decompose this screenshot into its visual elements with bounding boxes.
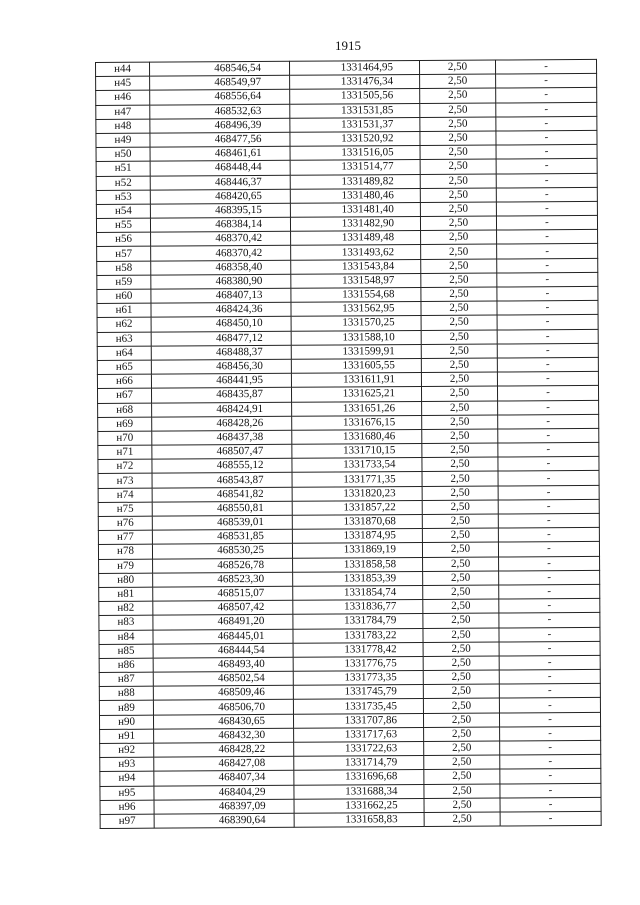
accuracy-cell: 2,50 [422,429,498,444]
y-coordinate-cell: 1331480,46 [290,188,420,203]
y-coordinate-cell: 1331548,97 [291,273,421,288]
y-coordinate-cell: 1331543,84 [291,259,421,274]
note-cell: - [500,769,601,784]
accuracy-cell: 2,50 [419,60,495,75]
accuracy-cell: 2,50 [422,486,498,501]
accuracy-cell: 2,50 [422,500,498,515]
accuracy-cell: 2,50 [422,415,498,430]
note-cell: - [497,244,598,259]
point-id-cell: н62 [97,318,151,333]
point-id-cell: н57 [97,247,151,262]
x-coordinate-cell: 468395,15 [150,203,290,218]
point-id-cell: н69 [98,417,152,432]
accuracy-cell: 2,50 [422,443,498,458]
point-id-cell: н54 [96,204,150,219]
y-coordinate-cell: 1331733,54 [292,458,422,473]
point-id-cell: н89 [99,701,153,716]
note-cell: - [496,215,597,230]
y-coordinate-cell: 1331745,79 [293,685,423,700]
y-coordinate-cell: 1331870,68 [292,515,422,530]
note-cell: - [498,414,599,429]
x-coordinate-cell: 468530,25 [152,544,292,559]
y-coordinate-cell: 1331722,63 [294,742,424,757]
y-coordinate-cell: 1331570,25 [291,316,421,331]
y-coordinate-cell: 1331696,68 [294,770,424,785]
note-cell: - [500,740,601,755]
y-coordinate-cell: 1331776,75 [293,656,423,671]
note-cell: - [499,712,600,727]
y-coordinate-cell: 1331599,91 [291,344,421,359]
x-coordinate-cell: 468432,30 [154,728,294,743]
x-coordinate-cell: 468435,87 [151,388,291,403]
point-id-cell: н48 [96,119,150,134]
point-id-cell: н52 [96,176,150,191]
point-id-cell: н47 [96,105,150,120]
x-coordinate-cell: 468407,34 [154,771,294,786]
accuracy-cell: 2,50 [423,698,499,713]
y-coordinate-cell: 1331516,05 [290,146,420,161]
accuracy-cell: 2,50 [421,273,497,288]
note-cell: - [498,513,599,528]
accuracy-cell: 2,50 [423,656,499,671]
note-cell: - [498,457,599,472]
point-id-cell: н87 [99,672,153,687]
point-id-cell: н67 [97,388,151,403]
note-cell: - [499,627,600,642]
x-coordinate-cell: 468446,37 [150,175,290,190]
point-id-cell: н55 [96,218,150,233]
x-coordinate-cell: 468370,42 [151,232,291,247]
y-coordinate-cell: 1331735,45 [293,699,423,714]
note-cell: - [497,386,598,401]
y-coordinate-cell: 1331531,85 [290,103,420,118]
x-coordinate-cell: 468407,13 [151,288,291,303]
point-id-cell: н79 [99,559,153,574]
point-id-cell: н90 [99,715,153,730]
x-coordinate-cell: 468370,42 [151,246,291,261]
accuracy-cell: 2,50 [423,557,499,572]
x-coordinate-cell: 468445,01 [153,629,293,644]
y-coordinate-cell: 1331773,35 [293,671,423,686]
accuracy-cell: 2,50 [420,88,496,103]
x-coordinate-cell: 468358,40 [151,260,291,275]
note-cell: - [499,570,600,585]
point-id-cell: н60 [97,289,151,304]
accuracy-cell: 2,50 [424,727,500,742]
accuracy-cell: 2,50 [422,528,498,543]
point-id-cell: н64 [97,346,151,361]
point-id-cell: н77 [98,530,152,545]
note-cell: - [499,684,600,699]
note-cell: - [500,797,601,812]
accuracy-cell: 2,50 [422,457,498,472]
accuracy-cell: 2,50 [420,131,496,146]
y-coordinate-cell: 1331857,22 [292,500,422,515]
y-coordinate-cell: 1331651,26 [292,401,422,416]
y-coordinate-cell: 1331778,42 [293,642,423,657]
x-coordinate-cell: 468502,54 [153,671,293,686]
accuracy-cell: 2,50 [420,202,496,217]
point-id-cell: н63 [97,332,151,347]
point-id-cell: н83 [99,615,153,630]
y-coordinate-cell: 1331710,15 [292,444,422,459]
note-cell: - [499,698,600,713]
point-id-cell: н71 [98,445,152,460]
x-coordinate-cell: 468496,39 [150,118,290,133]
note-cell: - [498,542,599,557]
y-coordinate-cell: 1331489,48 [291,231,421,246]
note-cell: - [496,145,597,160]
point-id-cell: н58 [97,261,151,276]
accuracy-cell: 2,50 [420,188,496,203]
note-cell: - [497,357,598,372]
accuracy-cell: 2,50 [420,159,496,174]
note-cell: - [497,315,598,330]
y-coordinate-cell: 1331625,21 [291,387,421,402]
point-id-cell: н51 [96,161,150,176]
x-coordinate-cell: 468444,54 [153,643,293,658]
note-cell: - [496,201,597,216]
x-coordinate-cell: 468380,90 [151,274,291,289]
y-coordinate-cell: 1331714,79 [294,756,424,771]
note-cell: - [498,400,599,415]
x-coordinate-cell: 468437,38 [152,430,292,445]
y-coordinate-cell: 1331688,34 [294,784,424,799]
point-id-cell: н59 [97,275,151,290]
y-coordinate-cell: 1331554,68 [291,288,421,303]
accuracy-cell: 2,50 [423,713,499,728]
point-id-cell: н78 [98,545,152,560]
y-coordinate-cell: 1331662,25 [294,798,424,813]
x-coordinate-cell: 468539,01 [152,515,292,530]
point-id-cell: н70 [98,431,152,446]
note-cell: - [496,130,597,145]
x-coordinate-cell: 468397,09 [154,799,294,814]
point-id-cell: н68 [98,403,152,418]
accuracy-cell: 2,50 [422,514,498,529]
accuracy-cell: 2,50 [420,216,496,231]
x-coordinate-cell: 468523,30 [153,572,293,587]
y-coordinate-cell: 1331481,40 [290,202,420,217]
y-coordinate-cell: 1331658,83 [294,812,424,827]
accuracy-cell: 2,50 [421,358,497,373]
note-cell: - [499,655,600,670]
accuracy-cell: 2,50 [421,259,497,274]
note-cell: - [499,641,600,656]
x-coordinate-cell: 468541,82 [152,487,292,502]
y-coordinate-cell: 1331676,15 [292,415,422,430]
note-cell: - [498,442,599,457]
note-cell: - [496,102,597,117]
x-coordinate-cell: 468507,47 [152,444,292,459]
point-id-cell: н93 [100,757,154,772]
x-coordinate-cell: 468493,40 [153,657,293,672]
accuracy-cell: 2,50 [420,145,496,160]
y-coordinate-cell: 1331680,46 [292,429,422,444]
x-coordinate-cell: 468550,81 [152,501,292,516]
point-id-cell: н86 [99,658,153,673]
y-coordinate-cell: 1331707,86 [293,713,423,728]
point-id-cell: н66 [97,374,151,389]
accuracy-cell: 2,50 [424,741,500,756]
point-id-cell: н84 [99,630,153,645]
x-coordinate-cell: 468515,07 [153,586,293,601]
point-id-cell: н44 [96,62,150,77]
table-row [100,811,601,828]
page-number: 1915 [335,38,361,53]
note-cell: - [500,811,601,826]
point-id-cell: н96 [100,800,154,815]
point-id-cell: н61 [97,303,151,318]
accuracy-cell: 2,50 [423,642,499,657]
point-id-cell: н76 [98,516,152,531]
x-coordinate-cell: 468526,78 [153,558,293,573]
y-coordinate-cell: 1331869,19 [292,543,422,558]
x-coordinate-cell: 468509,46 [153,686,293,701]
accuracy-cell: 2,50 [420,117,496,132]
accuracy-cell: 2,50 [424,755,500,770]
y-coordinate-cell: 1331820,23 [292,486,422,501]
note-cell: - [497,286,598,301]
accuracy-cell: 2,50 [420,74,496,89]
note-cell: - [498,485,599,500]
note-cell: - [499,613,600,628]
y-coordinate-cell: 1331853,39 [293,571,423,586]
point-id-cell: н49 [96,133,150,148]
x-coordinate-cell: 468488,37 [151,345,291,360]
note-cell: - [499,556,600,571]
accuracy-cell: 2,50 [423,670,499,685]
coordinates-table [95,59,602,829]
note-cell: - [498,499,599,514]
x-coordinate-cell: 468507,42 [153,600,293,615]
note-cell: - [496,88,597,103]
accuracy-cell: 2,50 [423,684,499,699]
x-coordinate-cell: 468477,12 [151,331,291,346]
note-cell: - [496,74,597,89]
note-cell: - [499,669,600,684]
point-id-cell: н74 [98,488,152,503]
point-id-cell: н53 [96,190,150,205]
point-id-cell: н73 [98,474,152,489]
point-id-cell: н91 [100,729,154,744]
accuracy-cell: 2,50 [424,784,500,799]
accuracy-cell: 2,50 [421,315,497,330]
accuracy-cell: 2,50 [421,386,497,401]
x-coordinate-cell: 468448,44 [150,161,290,176]
point-id-cell: н82 [99,601,153,616]
y-coordinate-cell: 1331514,77 [290,160,420,175]
x-coordinate-cell: 468450,10 [151,317,291,332]
note-cell: - [499,584,600,599]
note-cell: - [496,187,597,202]
x-coordinate-cell: 468390,64 [154,813,294,828]
x-coordinate-cell: 468427,08 [154,756,294,771]
note-cell: - [497,272,598,287]
note-cell: - [499,599,600,614]
x-coordinate-cell: 468491,20 [153,615,293,630]
accuracy-cell: 2,50 [423,613,499,628]
x-coordinate-cell: 468546,54 [150,61,290,76]
accuracy-cell: 2,50 [421,372,497,387]
y-coordinate-cell: 1331505,56 [290,89,420,104]
x-coordinate-cell: 468531,85 [152,529,292,544]
point-id-cell: н97 [100,814,154,829]
accuracy-cell: 2,50 [420,103,496,118]
accuracy-cell: 2,50 [421,287,497,302]
point-id-cell: н65 [97,360,151,375]
note-cell: - [500,755,601,770]
x-coordinate-cell: 468461,61 [150,146,290,161]
point-id-cell: н95 [100,786,154,801]
x-coordinate-cell: 468556,64 [150,90,290,105]
accuracy-cell: 2,50 [424,769,500,784]
accuracy-cell: 2,50 [421,244,497,259]
y-coordinate-cell: 1331489,82 [290,174,420,189]
point-id-cell: н45 [96,76,150,91]
y-coordinate-cell: 1331476,34 [290,75,420,90]
x-coordinate-cell: 468555,12 [152,459,292,474]
point-id-cell: н75 [98,502,152,517]
accuracy-cell: 2,50 [422,471,498,486]
point-id-cell: н81 [99,587,153,602]
accuracy-cell: 2,50 [422,401,498,416]
point-id-cell: н85 [99,644,153,659]
y-coordinate-cell: 1331493,62 [291,245,421,260]
note-cell: - [497,230,598,245]
note-cell: - [497,372,598,387]
accuracy-cell: 2,50 [423,628,499,643]
note-cell: - [497,343,598,358]
note-cell: - [496,173,597,188]
y-coordinate-cell: 1331464,95 [289,61,419,76]
accuracy-cell: 2,50 [421,344,497,359]
x-coordinate-cell: 468424,91 [152,402,292,417]
y-coordinate-cell: 1331482,90 [290,217,420,232]
x-coordinate-cell: 468424,36 [151,302,291,317]
note-cell: - [497,258,598,273]
accuracy-cell: 2,50 [423,585,499,600]
note-cell: - [498,528,599,543]
y-coordinate-cell: 1331784,79 [293,614,423,629]
y-coordinate-cell: 1331854,74 [293,585,423,600]
x-coordinate-cell: 468543,87 [152,473,292,488]
accuracy-cell: 2,50 [421,330,497,345]
x-coordinate-cell: 468477,56 [150,132,290,147]
note-cell: - [500,783,601,798]
accuracy-cell: 2,50 [424,812,500,827]
y-coordinate-cell: 1331783,22 [293,628,423,643]
point-id-cell: н80 [99,573,153,588]
y-coordinate-cell: 1331520,92 [290,131,420,146]
point-id-cell: н46 [96,91,150,106]
x-coordinate-cell: 468456,30 [151,359,291,374]
x-coordinate-cell: 468506,70 [153,700,293,715]
x-coordinate-cell: 468404,29 [154,785,294,800]
x-coordinate-cell: 468428,22 [154,742,294,757]
accuracy-cell: 2,50 [423,571,499,586]
accuracy-cell: 2,50 [423,599,499,614]
note-cell: - [498,471,599,486]
y-coordinate-cell: 1331605,55 [291,358,421,373]
x-coordinate-cell: 468549,97 [150,75,290,90]
coordinates-table-body [96,59,602,828]
y-coordinate-cell: 1331874,95 [292,529,422,544]
x-coordinate-cell: 468384,14 [150,217,290,232]
y-coordinate-cell: 1331531,37 [290,117,420,132]
note-cell: - [496,116,597,131]
note-cell: - [496,159,597,174]
accuracy-cell: 2,50 [420,174,496,189]
y-coordinate-cell: 1331771,35 [292,472,422,487]
point-id-cell: н72 [98,459,152,474]
y-coordinate-cell: 1331836,77 [293,600,423,615]
y-coordinate-cell: 1331562,95 [291,302,421,317]
x-coordinate-cell: 468532,63 [150,104,290,119]
accuracy-cell: 2,50 [421,230,497,245]
x-coordinate-cell: 468441,95 [151,373,291,388]
x-coordinate-cell: 468428,26 [152,416,292,431]
point-id-cell: н50 [96,147,150,162]
y-coordinate-cell: 1331858,58 [293,557,423,572]
y-coordinate-cell: 1331588,10 [291,330,421,345]
accuracy-cell: 2,50 [422,542,498,557]
note-cell: - [498,428,599,443]
point-id-cell: н56 [97,232,151,247]
note-cell: - [500,726,601,741]
accuracy-cell: 2,50 [424,798,500,813]
point-id-cell: н94 [100,772,154,787]
x-coordinate-cell: 468430,65 [153,714,293,729]
point-id-cell: н92 [100,743,154,758]
note-cell: - [495,59,596,74]
y-coordinate-cell: 1331717,63 [294,727,424,742]
point-id-cell: н88 [99,686,153,701]
note-cell: - [497,329,598,344]
x-coordinate-cell: 468420,65 [150,189,290,204]
accuracy-cell: 2,50 [421,301,497,316]
y-coordinate-cell: 1331611,91 [291,373,421,388]
note-cell: - [497,301,598,316]
